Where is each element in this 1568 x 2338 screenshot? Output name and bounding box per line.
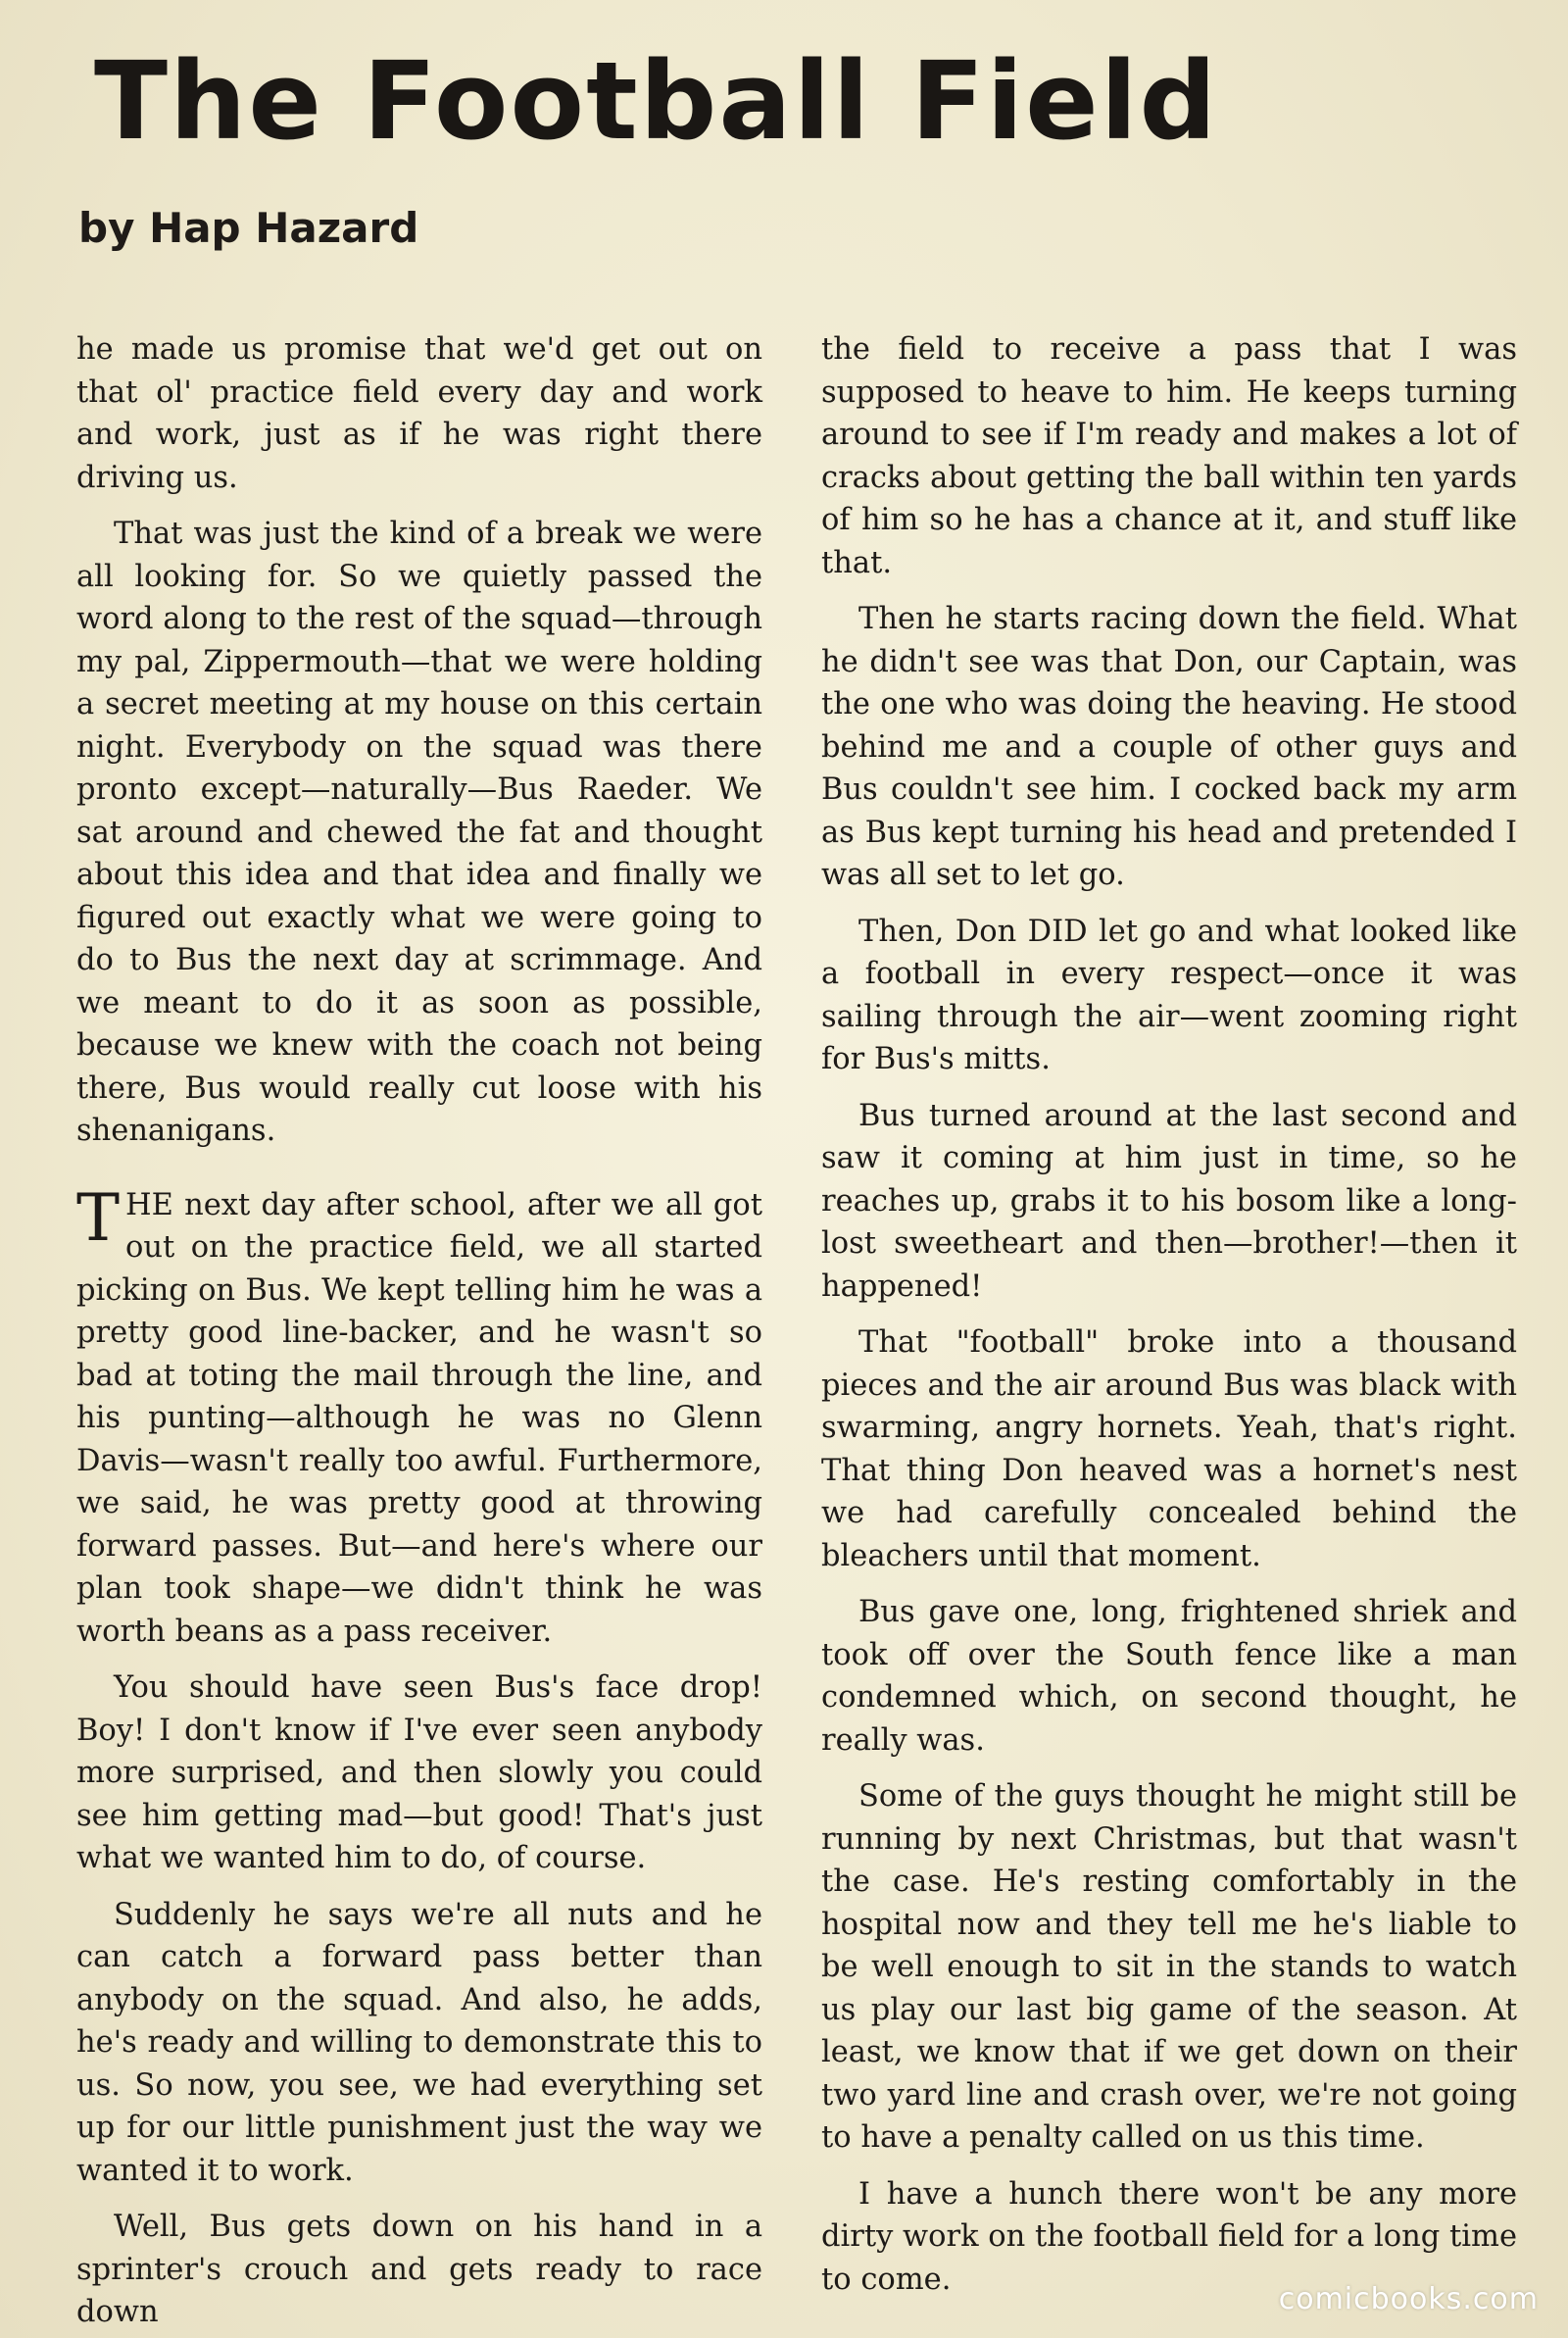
paragraph: I have a hunch there won't be any more dirty work on the football field for a long time to come. (821, 2176, 1517, 2297)
site-watermark: comicbooks.com (1278, 2282, 1539, 2316)
paragraph: Suddenly he says we're all nuts and he can catch a forward pass better than anybody on the squad. And also, he adds, he's ready and willing to demonstrate this to us. So now, you see, we had everything set up for our little punishment just the way we wanted it to work. (76, 1897, 762, 2188)
paragraph: You should have seen Bus's face drop! Boy! I don't know if I've ever seen anybody more surprised, and then slowly you could see him getting mad—but good! That's just what we wanted him to do, of course. (76, 1670, 762, 1875)
paragraph: the field to receive a pass that I was supposed to heave to him. He keeps turning around to see if I'm ready and makes a lot of cracks about getting the ball within ten yards of him so he has a chance at it, and stuff like that. (821, 332, 1517, 580)
paragraph: That was just the kind of a break we were all looking for. So we quietly passed the word along to the rest of the squad—through my pal, Zippermouth—that we were holding a secret meeting at my house on this certain night. Everybody on the squad was there pronto except—naturally—Bus Raeder. We sat around and chewed the fat and thought about this idea and that idea and finally we figured out exactly what we were going to do to Bus the next day at scrimmage. And we meant to do it as soon as possible, because we knew with the coach not being there, Bus would really cut loose with his shenanigans. (76, 517, 762, 1148)
paragraph-dropcap (76, 1179, 762, 1654)
paragraph: Then, Don DID let go and what looked like a football in every respect—once it was sailing through the air—went zooming right for Bus's mitts. (821, 914, 1517, 1076)
paragraph: Well, Bus gets down on his hand in a sprinter's crouch and gets ready to race down (76, 2210, 762, 2329)
paragraph: Then he starts racing down the field. What he didn't see was that Don, our Captain, was the one who was doing the heaving. He stood behind me and a couple of other guys and Bus couldn't see him. I cocked back my arm as Bus kept turning his head and pretended I was all set to let go. (821, 602, 1517, 892)
right-column (821, 328, 1517, 2297)
paragraph: That "football" broke into a thousand pieces and the air around Bus was black with swarming, angry hornets. Yeah, that's right. That thing Don heaved was a hornet's nest we had carefully concealed behind the bleachers until that moment. (821, 1325, 1517, 1573)
drop-cap: T (76, 1179, 121, 1256)
paragraph-text: HE next day after school, after we all got out on the practice field, we all started picking on Bus. We kept telling him he was a pretty good line-backer, and he wasn't so bad at toting the mail through the line, and his punting—although he was no Glenn Davis—wasn't really too awful. Furthermore, we said, he was pretty good at throwing forward passes. But—and here's where our plan took shape—we didn't think he was worth beans as a pass receiver. (76, 1187, 762, 1649)
paragraph: Bus gave one, long, frightened shriek and took off over the South fence like a man condemned which, on second thought, he really was. (821, 1595, 1517, 1758)
paragraph: Bus turned around at the last second and saw it coming at him just in time, so he reaches up, grabs it to his bosom like a long-lost sweetheart and then—brother!—then it happened! (821, 1098, 1517, 1304)
page-title: The Football Field (94, 38, 1219, 164)
paragraph: Some of the guys thought he might still be running by next Christmas, but that wasn't the case. He's resting comfortably in the hospital now and they tell me he's liable to be well enough to sit in the stands to watch us play our last big game of the season. At least, we know that if we get down on their two yard line and crash over, we're not going to have a penalty called on us this time. (821, 1779, 1517, 2155)
byline: by Hap Hazard (78, 204, 419, 252)
left-column (76, 328, 762, 2329)
paragraph: he made us promise that we'd get out on that ol' practice field every day and work and work, just as if he was right there driving us. (76, 332, 762, 495)
